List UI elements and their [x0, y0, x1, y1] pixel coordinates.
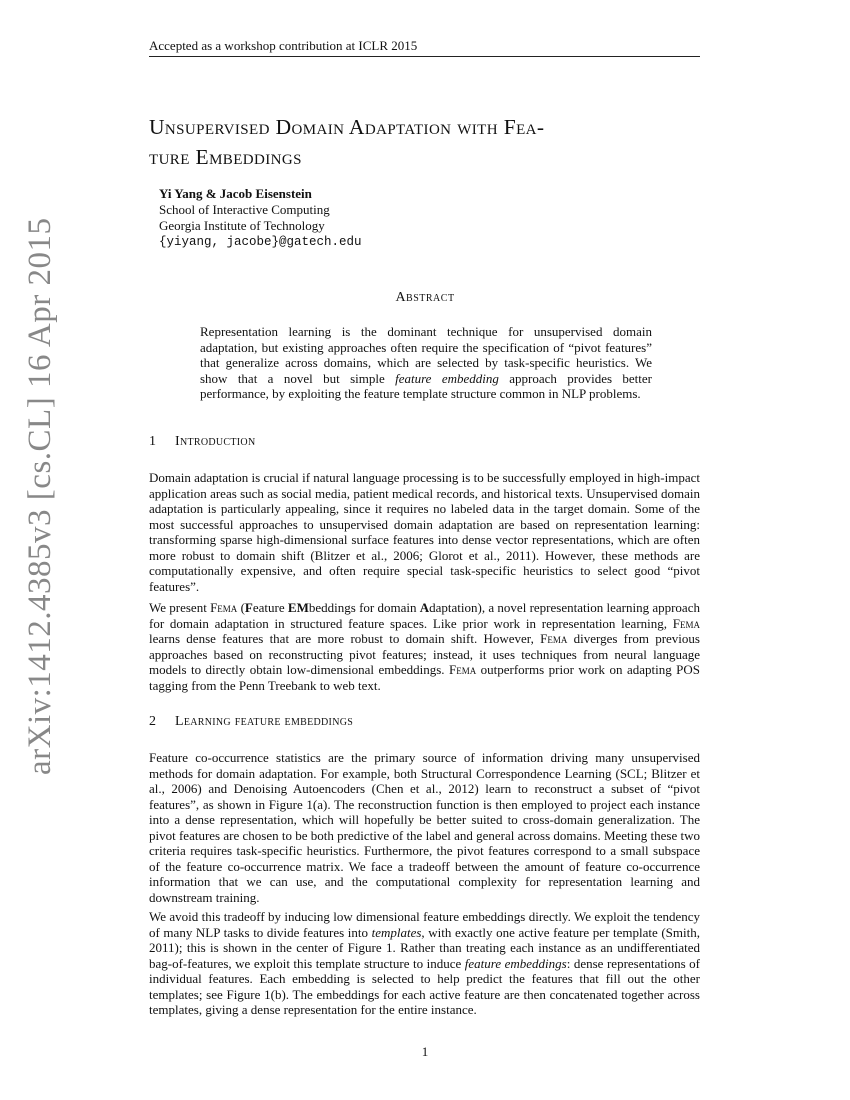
author-block [159, 186, 559, 250]
abstract-emphasis: feature embedding [395, 370, 499, 386]
learning-paragraph-2 [149, 909, 700, 1018]
abstract-text [200, 324, 652, 402]
intro-text: outperforms prior work on adapting POS tagging from the Penn Treebank to web text. [149, 662, 700, 693]
intro-text: We present [149, 600, 211, 615]
fema-name: Fema [540, 631, 568, 646]
intro-text: diverges from previous approaches based on reconstructing pivot features; instead, it uses techniques from neural language models to directly obtain low-dimensional embeddings. [149, 631, 700, 677]
acronym-letters-em: EM [287, 600, 309, 615]
intro-text: daptation), a novel representation learning approach for domain adaptation in structured feature spaces. Like prior work in representation learning, [149, 600, 700, 631]
intro-text: eature [252, 600, 288, 615]
abstract-heading: Abstract [395, 290, 455, 305]
fema-name: Fema [210, 600, 238, 615]
section-number: 1 [149, 434, 157, 449]
author-email[interactable]: {yiyang, jacobe}@gatech.edu [159, 235, 362, 249]
abstract-text-part-2: approach provides better performance, by exploiting the feature template structure common in NLP problems. [200, 370, 652, 401]
arxiv-identifier[interactable]: arXiv:1412.4385v3 [cs.CL] 16 Apr 2015 [22, 217, 58, 775]
running-header: Accepted as a workshop contribution at ICLR 2015 [149, 38, 418, 53]
abstract-text-part-1: Representation learning is the dominant technique for unsupervised domain adaptation, but existing approaches often require the specification of “pivot features” that generalize across domains, which are selected by task-specific heuristics. We show that a novel but simple [200, 324, 652, 386]
acronym-letter-a: A [419, 600, 430, 615]
emphasis-templates: templates [371, 924, 422, 940]
section-number: 2 [149, 714, 157, 729]
paper-title [149, 112, 709, 172]
learning-paragraph-1: Feature co-occurrence statistics are the primary source of information driving many unsupervised methods for domain adaptation. For example, both Structural Correspondence Learning (SCL; Blitzer et al., 2006) and Denoising Autoencoders (Chen et al., 2012) learn to reconstruct a subset of “pivot features”, as shown in Figure 1(a). The reconstruction function is then employed to project each instance into a dense representation, which will hopefully be better suited to cross-domain generalization. The pivot features are chosen to be both predictive of the label and general across domains. Meeting these two criteria requires task-specific heuristics. Furthermore, the pivot features correspond to a small subspace of the feature co-occurrence matrix. We face a tradeoff between the amount of feature co-occurrence information that we can use, and the computational complexity for representation learning and downstream training. [149, 750, 700, 905]
affiliation-institute: Georgia Institute of Technology [159, 218, 325, 233]
intro-paragraph-1: Domain adaptation is crucial if natural language processing is to be successfully employed in high-impact application areas such as social media, patient medical records, and historical texts. Unsupervised domain adaptation is particularly appealing, since it requires no labeled data in the target domain. Some of the most successful approaches to unsupervised domain adaptation are based on representation learning: transforming sparse high-dimensional surface features into dense vector representations, which are often more robust to domain shift (Blitzer et al., 2006; Glorot et al., 2011). However, these methods are computationally expensive, and often require special task-specific heuristics to select good “pivot features”. [149, 470, 700, 594]
section-heading-learning-feature-embeddings [149, 714, 353, 730]
emphasis-feature-embeddings: feature embeddings [464, 955, 567, 971]
intro-text: beddings for domain [308, 600, 420, 615]
intro-paragraph-2 [149, 600, 700, 693]
learning-text: : dense representations of individual features. Each embedding is selected to help predict the features that fill out the other templates; see Figure 1(b). The embeddings for each active feature are then concatenated together across templates, giving a dense representation for the entire instance. [149, 955, 700, 1017]
paper-title-line-1: Unsupervised Domain Adaptation with Fea- [149, 115, 545, 139]
intro-text: ( [237, 600, 245, 615]
learning-text: We avoid this tradeoff by inducing low dimensional feature embeddings directly. We exploit the tendency of many NLP tasks to divide features into [149, 909, 700, 940]
paper-title-line-2: ture Embeddings [149, 145, 302, 169]
affiliation-school: School of Interactive Computing [159, 202, 330, 217]
learning-text: , with exactly one active feature per template (Smith, 2011); this is shown in the center of Figure 1. Rather than treating each instance as an undifferentiated bag-of-features, we exploit this template structure to induce [149, 924, 700, 971]
section-title: Learning feature embeddings [175, 714, 354, 729]
acronym-letter-f: F [244, 600, 253, 615]
section-title: Introduction [175, 434, 256, 449]
intro-text: learns dense features that are more robust to domain shift. However, [149, 631, 541, 646]
page-number: 1 [421, 1044, 429, 1059]
fema-name: Fema [672, 615, 700, 631]
fema-name: Fema [448, 662, 477, 677]
header-rule [149, 56, 700, 57]
author-names: Yi Yang & Jacob Eisenstein [159, 186, 312, 201]
section-heading-introduction [149, 434, 255, 450]
